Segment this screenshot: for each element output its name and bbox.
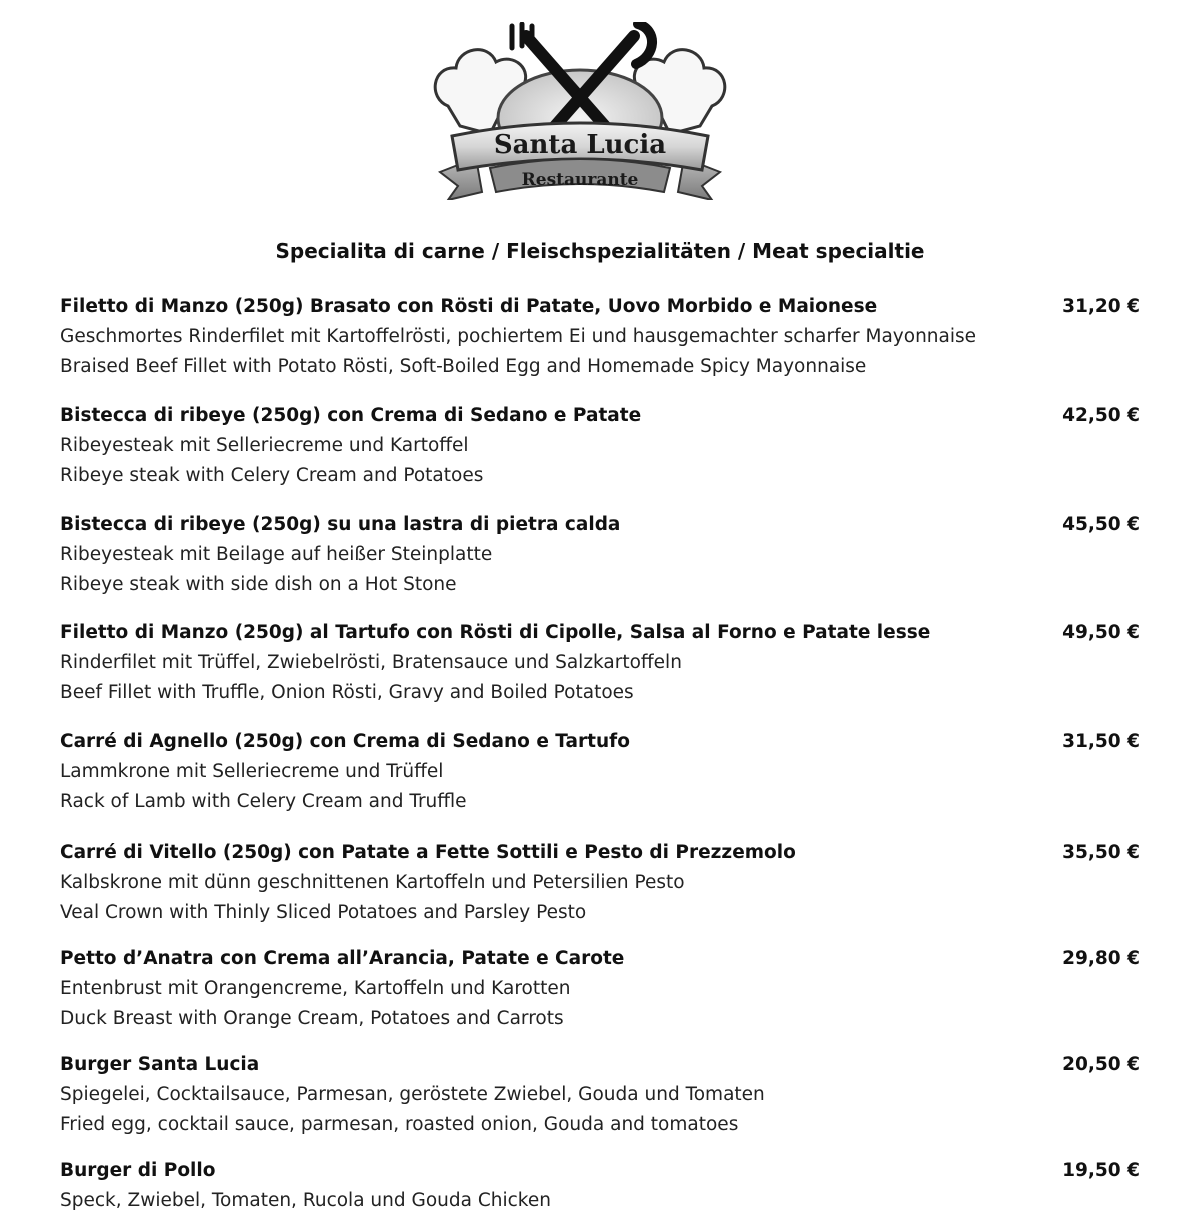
item-description-en: Rack of Lamb with Celery Cream and Truffle xyxy=(60,791,467,812)
item-name: Bistecca di ribeye (250g) con Crema di Sedano e Patate xyxy=(60,405,642,426)
item-price: 20,50 € xyxy=(1062,1054,1140,1075)
restaurant-logo xyxy=(430,22,730,200)
item-description-de: Rinderfilet mit Trüffel, Zwiebelrösti, Bratensauce und Salzkartoffeln xyxy=(60,652,682,673)
item-price: 35,50 € xyxy=(1062,842,1140,863)
item-price: 49,50 € xyxy=(1062,622,1140,643)
item-description-en: Ribeye steak with side dish on a Hot Stone xyxy=(60,574,457,595)
item-price: 19,50 € xyxy=(1062,1160,1140,1181)
item-name: Carré di Agnello (250g) con Crema di Sedano e Tartufo xyxy=(60,731,630,752)
item-description-de: Spiegelei, Cocktailsauce, Parmesan, geröstete Zwiebel, Gouda und Tomaten xyxy=(60,1084,765,1105)
item-name: Filetto di Manzo (250g) Brasato con Rösti di Patate, Uovo Morbido e Maionese xyxy=(60,296,878,317)
item-price: 42,50 € xyxy=(1062,405,1140,426)
item-description-de: Speck, Zwiebel, Tomaten, Rucola und Gouda Chicken xyxy=(60,1190,551,1211)
item-description-de: Geschmortes Rinderfilet mit Kartoffelrösti, pochiertem Ei und hausgemachter scharfer Mayonnaise xyxy=(60,326,977,347)
section-title: Specialita di carne / Fleischspezialitäten / Meat specialtie xyxy=(275,239,925,263)
item-name: Petto d’Anatra con Crema all’Arancia, Patate e Carote xyxy=(60,948,625,969)
item-description-en: Beef Fillet with Truffle, Onion Rösti, Gravy and Boiled Potatoes xyxy=(60,682,634,703)
item-description-en: Veal Crown with Thinly Sliced Potatoes and Parsley Pesto xyxy=(60,902,587,923)
item-description-de: Ribeyesteak mit Selleriecreme und Kartoffel xyxy=(60,435,469,456)
logo-name: Santa Lucia xyxy=(493,130,667,160)
item-description-en: Duck Breast with Orange Cream, Potatoes and Carrots xyxy=(60,1008,564,1029)
logo-subtitle: Restaurante xyxy=(521,170,639,190)
item-description-en: Fried egg, cocktail sauce, parmesan, roasted onion, Gouda and tomatoes xyxy=(60,1114,739,1135)
item-price: 31,50 € xyxy=(1062,731,1140,752)
item-name: Burger Santa Lucia xyxy=(60,1054,260,1075)
item-name: Bistecca di ribeye (250g) su una lastra di pietra calda xyxy=(60,514,621,535)
item-price: 29,80 € xyxy=(1062,948,1140,969)
item-description-de: Ribeyesteak mit Beilage auf heißer Steinplatte xyxy=(60,544,493,565)
item-description-en: Ribeye steak with Celery Cream and Potatoes xyxy=(60,465,484,486)
item-name: Burger di Pollo xyxy=(60,1160,216,1181)
item-description-de: Lammkrone mit Selleriecreme und Trüffel xyxy=(60,761,444,782)
item-name: Filetto di Manzo (250g) al Tartufo con Rösti di Cipolle, Salsa al Forno e Patate lesse xyxy=(60,622,931,643)
item-description-de: Entenbrust mit Orangencreme, Kartoffeln und Karotten xyxy=(60,978,571,999)
item-name: Carré di Vitello (250g) con Patate a Fette Sottili e Pesto di Prezzemolo xyxy=(60,842,796,863)
item-description-en: Braised Beef Fillet with Potato Rösti, Soft-Boiled Egg and Homemade Spicy Mayonnaise xyxy=(60,356,867,377)
item-price: 31,20 € xyxy=(1062,296,1140,317)
item-description-de: Kalbskrone mit dünn geschnittenen Kartoffeln und Petersilien Pesto xyxy=(60,872,685,893)
item-price: 45,50 € xyxy=(1062,514,1140,535)
